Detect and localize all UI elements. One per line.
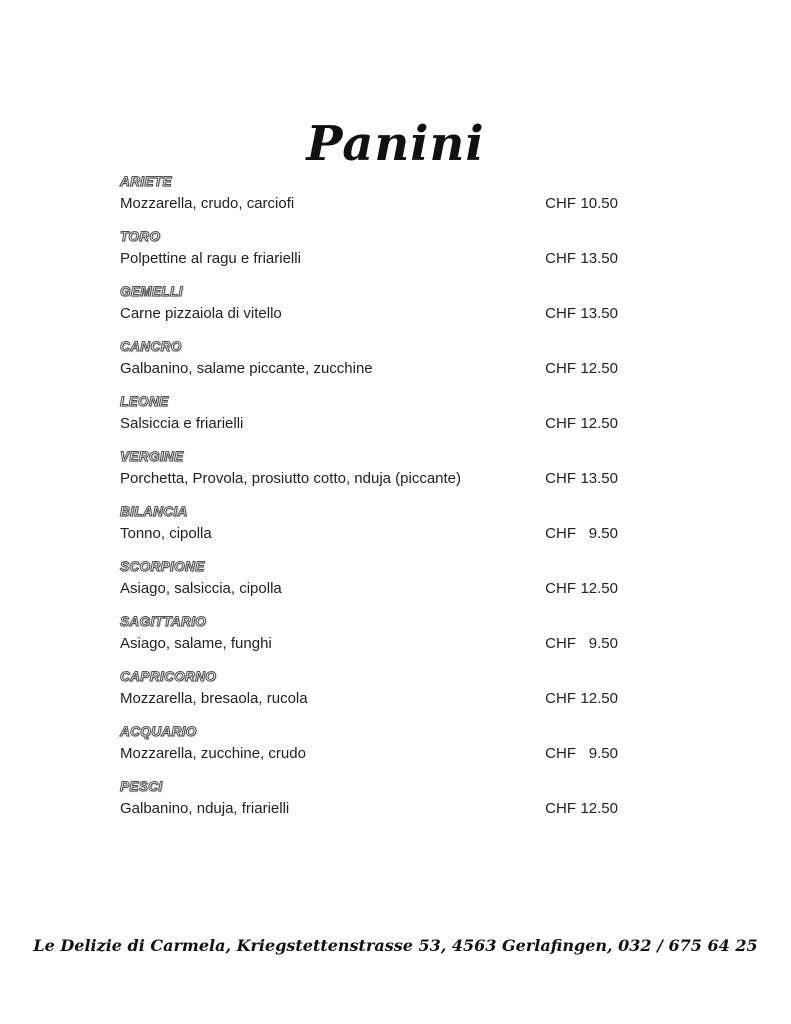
- price-currency: CHF: [545, 690, 576, 707]
- price-amount: 9.50: [588, 635, 618, 652]
- menu-item: [120, 559, 618, 599]
- price-currency: CHF: [545, 745, 576, 762]
- menu-item-name: CAPRICORNO: [120, 669, 217, 684]
- menu-item-price: [545, 579, 618, 599]
- menu-item-description: Porchetta, Provola, prosiutto cotto, nduja (piccante): [120, 470, 462, 487]
- menu-item-price: [545, 799, 618, 819]
- menu-item-price: [545, 744, 618, 764]
- menu-item-price: [545, 304, 618, 324]
- price-amount: 13.50: [580, 470, 618, 487]
- menu-item: [120, 284, 618, 324]
- menu-item-description: Mozzarella, bresaola, rucola: [120, 690, 308, 707]
- price-currency: CHF: [545, 360, 576, 377]
- price-currency: CHF: [545, 525, 576, 542]
- menu-item-description: Salsiccia e friarielli: [120, 415, 244, 432]
- menu-item-name: VERGINE: [120, 449, 184, 464]
- price-amount: 9.50: [588, 745, 618, 762]
- page-title: Panini: [306, 116, 485, 173]
- menu-item-row: [120, 799, 618, 819]
- menu-item: [120, 229, 618, 269]
- price-amount: 13.50: [580, 250, 618, 267]
- menu-item: [120, 779, 618, 819]
- menu-item-price: [545, 524, 618, 544]
- price-amount: 12.50: [580, 580, 618, 597]
- menu-item-name: SAGITTARIO: [120, 614, 207, 629]
- menu-item-name: TORO: [120, 229, 161, 244]
- menu-item-row: [120, 579, 618, 599]
- menu-item-price: [545, 414, 618, 434]
- menu-item-name: CANCRO: [120, 339, 182, 354]
- menu-item-name: GEMELLI: [120, 284, 183, 299]
- price-currency: CHF: [545, 415, 576, 432]
- price-amount: 10.50: [580, 195, 618, 212]
- menu-item: [120, 174, 618, 214]
- menu-item: [120, 449, 618, 489]
- price-currency: CHF: [545, 580, 576, 597]
- price-amount: 12.50: [580, 360, 618, 377]
- menu-item: [120, 394, 618, 434]
- menu-item-name: BILANCIA: [120, 504, 188, 519]
- menu-item-price: [545, 634, 618, 654]
- price-currency: CHF: [545, 635, 576, 652]
- menu-item-row: [120, 634, 618, 654]
- menu-item-description: Tonno, cipolla: [120, 525, 212, 542]
- menu-item-row: [120, 359, 618, 379]
- menu-item-row: [120, 524, 618, 544]
- price-currency: CHF: [545, 250, 576, 267]
- menu-item: [120, 614, 618, 654]
- menu-item-name: ACQUARIO: [120, 724, 197, 739]
- menu-item-price: [545, 249, 618, 269]
- menu-item-description: Carne pizzaiola di vitello: [120, 305, 282, 322]
- footer-address: Le Delizie di Carmela, Kriegstettenstrasse 53, 4563 Gerlafingen, 032 / 675 64 25: [33, 936, 758, 955]
- menu-item-name: SCORPIONE: [120, 559, 205, 574]
- menu-item-description: Polpettine al ragu e friarielli: [120, 250, 301, 267]
- menu-item: [120, 669, 618, 709]
- menu-item-name: PESCI: [120, 779, 163, 794]
- menu-item-description: Galbanino, salame piccante, zucchine: [120, 360, 373, 377]
- menu-item-row: [120, 744, 618, 764]
- menu-item-name: ARIETE: [120, 174, 172, 189]
- price-currency: CHF: [545, 470, 576, 487]
- menu-list: [120, 174, 618, 834]
- menu-item-row: [120, 469, 618, 489]
- menu-item-description: Mozzarella, zucchine, crudo: [120, 745, 306, 762]
- price-amount: 9.50: [588, 525, 618, 542]
- menu-item-row: [120, 249, 618, 269]
- menu-item-description: Galbanino, nduja, friarielli: [120, 800, 290, 817]
- menu-item-row: [120, 304, 618, 324]
- menu-item-description: Asiago, salsiccia, cipolla: [120, 580, 282, 597]
- menu-item-name: LEONE: [120, 394, 169, 409]
- menu-item-description: Mozzarella, crudo, carciofi: [120, 195, 295, 212]
- menu-item-price: [545, 194, 618, 214]
- price-currency: CHF: [545, 195, 576, 212]
- menu-item: [120, 339, 618, 379]
- menu-item-price: [545, 469, 618, 489]
- menu-item-row: [120, 414, 618, 434]
- price-amount: 12.50: [580, 415, 618, 432]
- price-amount: 12.50: [580, 800, 618, 817]
- menu-item-price: [545, 359, 618, 379]
- menu-item-price: [545, 689, 618, 709]
- price-amount: 12.50: [580, 690, 618, 707]
- menu-item: [120, 724, 618, 764]
- menu-item: [120, 504, 618, 544]
- price-amount: 13.50: [580, 305, 618, 322]
- menu-item-row: [120, 194, 618, 214]
- price-currency: CHF: [545, 800, 576, 817]
- menu-item-row: [120, 689, 618, 709]
- menu-item-description: Asiago, salame, funghi: [120, 635, 272, 652]
- price-currency: CHF: [545, 305, 576, 322]
